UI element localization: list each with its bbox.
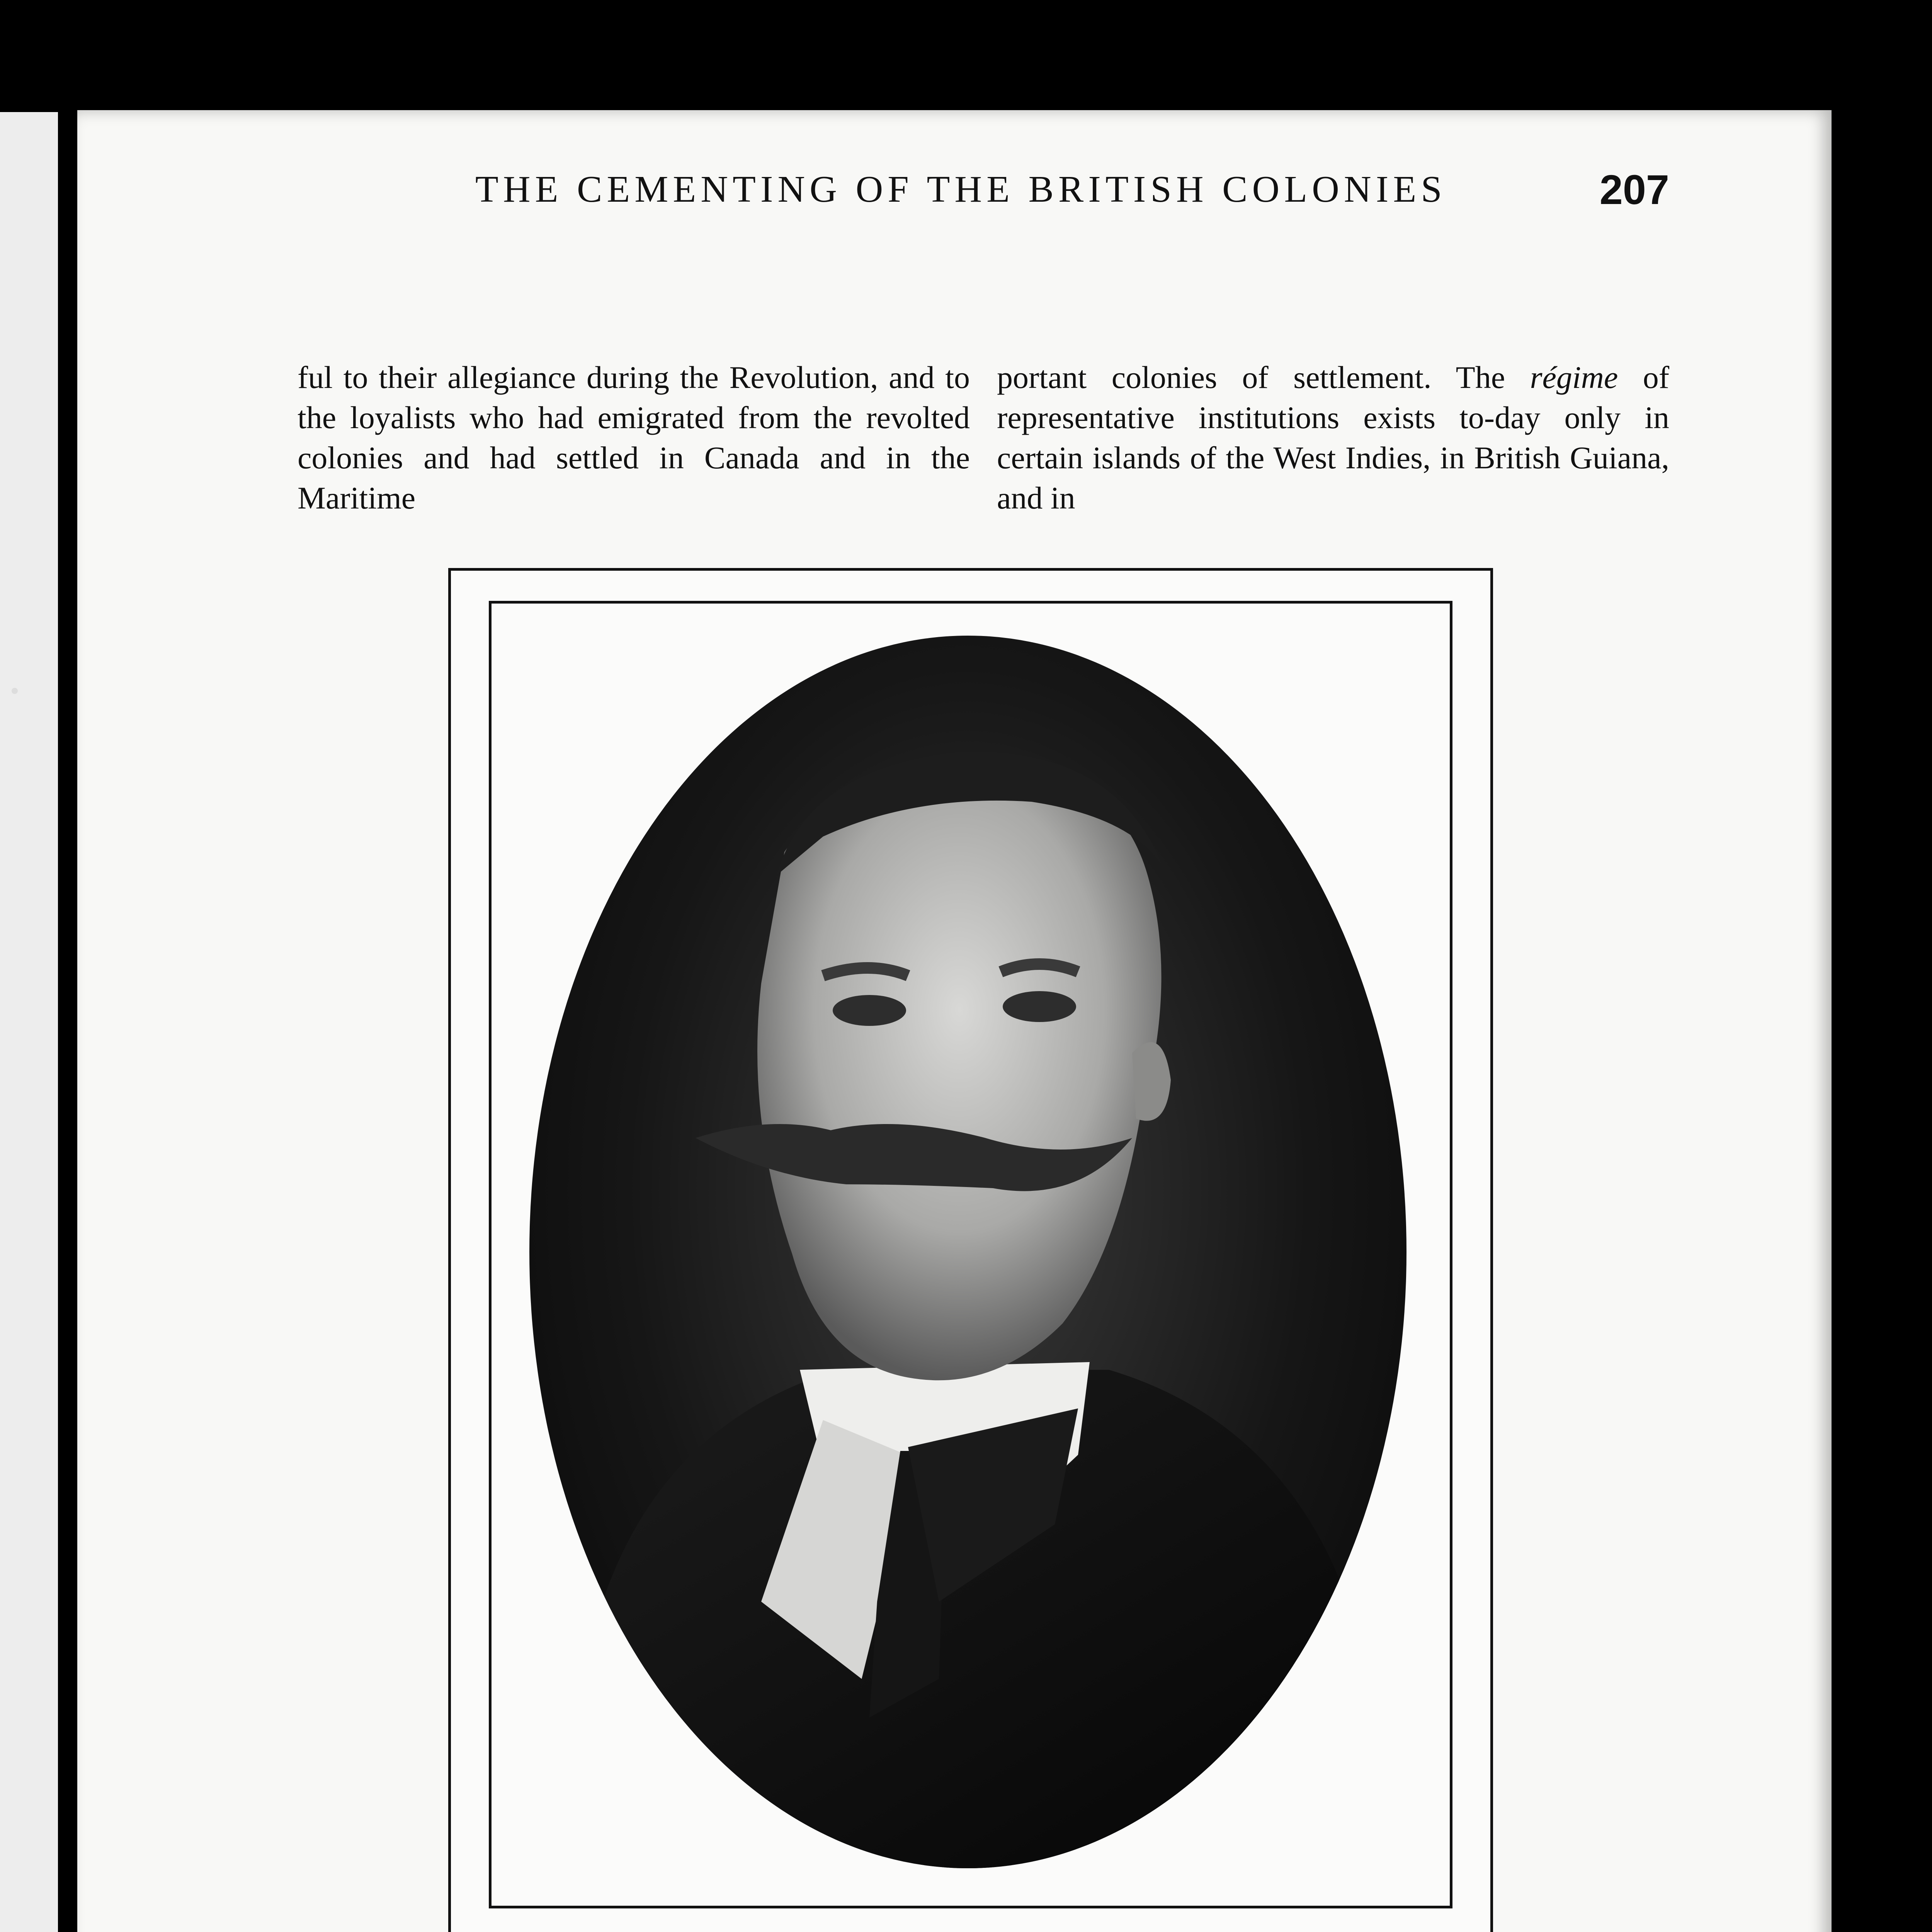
scan-speck xyxy=(12,688,18,694)
portrait-figure xyxy=(529,636,1406,1868)
top-right-text-start: portant colonies of settlement. The xyxy=(997,360,1530,395)
top-right-paragraph xyxy=(997,357,1669,518)
top-right-text-end: of representative institutions exists to-day only in certain islands of the West Indies, in British Guiana, and in xyxy=(997,360,1669,515)
top-left-column xyxy=(298,357,970,518)
portrait-photograph xyxy=(529,636,1406,1868)
top-left-paragraph: ful to their allegiance during the Revolution, and to the loyalists who had emigrated from the revolted colonies and had settled in Canada and in the Maritime xyxy=(298,360,970,515)
page-number: 207 xyxy=(1599,166,1669,213)
running-header xyxy=(475,162,1669,216)
running-header-title: THE CEMENTING OF THE BRITISH COLONIES xyxy=(475,168,1447,210)
top-right-column xyxy=(997,357,1669,518)
regime-italic: régime xyxy=(1530,360,1618,395)
previous-page-edge xyxy=(0,112,58,1932)
